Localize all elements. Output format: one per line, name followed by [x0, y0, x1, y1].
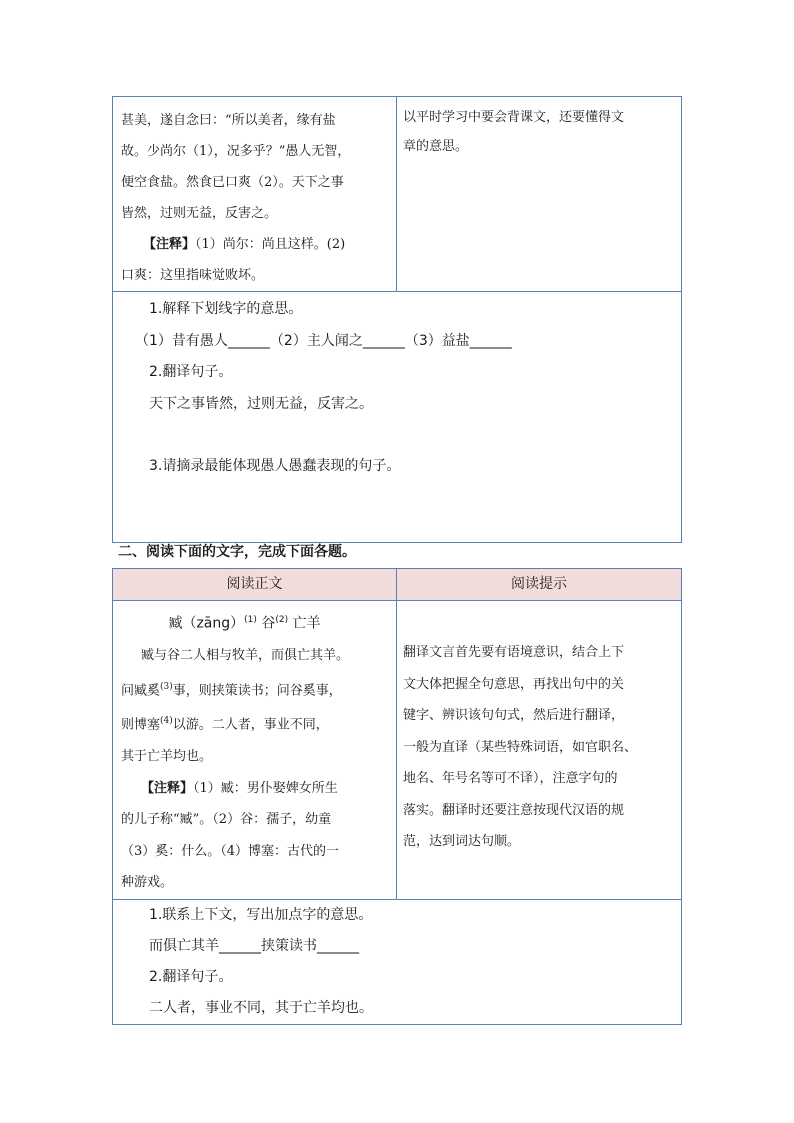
passage-cell [113, 97, 397, 292]
passage-cell [113, 601, 397, 900]
passage-text: 则博塞 [121, 717, 161, 733]
hint-line: 章的意思。 [403, 139, 469, 154]
passage-line [121, 672, 396, 707]
question-1-items: 而俱亡其羊______挟策读书______ [149, 937, 359, 954]
footnote-marker: (4) [160, 716, 173, 727]
hint-line: 地名、年号名等可不译），注意字句的 [403, 771, 618, 786]
passage-text: 以游。二人者，事业不同， [172, 717, 329, 733]
title-text: 亡羊 [292, 615, 321, 632]
passage-line: 便空食盐。然食已口爽（2）。天下之事 [121, 175, 344, 190]
hint-line: 范，达到词达句顺。 [403, 834, 521, 849]
question-2-sentence: 天下之事皆然，过则无益，反害之。 [149, 395, 373, 412]
note-label: 【注释】 [141, 780, 194, 796]
note-line: 的儿子称“臧”。（2）谷：孺子，幼童 [121, 812, 332, 828]
hint-cell [397, 97, 682, 292]
question-2: 2.翻译句子。 [149, 968, 233, 985]
questions-cell [113, 899, 682, 1024]
passage-title [121, 605, 396, 640]
title-text: 谷 [261, 615, 276, 632]
note-line [121, 773, 396, 805]
note-line: 口爽：这里指味觉败坏。 [121, 268, 265, 283]
passage-line: 皆然，过则无益，反害之。 [121, 206, 278, 221]
footnote-marker: (1) [244, 615, 257, 625]
hint-line: 落实。翻译时还要注意按现代汉语的规 [403, 802, 625, 818]
question-1: 1.联系上下文，写出加点字的意思。 [149, 906, 373, 923]
hint-line: 以平时学习中要会背课文，还要懂得文 [403, 110, 625, 125]
passage-line: 甚美，遂自念曰：“所以美者，缘有盐 [121, 113, 336, 128]
hint-cell [397, 601, 682, 900]
questions-cell [113, 292, 682, 543]
passage-line: 故。少尚尔（1），况多乎？”愚人无智， [121, 144, 351, 159]
header-passage: 阅读正文 [113, 569, 397, 601]
footnote-marker: (2) [275, 615, 289, 625]
hint-line: 键字、辨识该句句式，然后进行翻译， [403, 708, 625, 723]
passage-table-1 [112, 96, 682, 543]
passage-line: 其于亡羊均也。 [121, 749, 213, 765]
passage-text: 问臧奚 [121, 682, 161, 698]
section-2-title: 二、阅读下面的文字，完成下面各题。 [118, 544, 356, 560]
question-1-items: （1）昔有愚人______（2）主人闻之______（3）益盐______ [135, 332, 512, 349]
title-text: 臧（zāng） [168, 615, 245, 632]
footnote-marker: (3) [160, 681, 173, 692]
note-text: （1）臧：男仆娶婢女所生 [193, 780, 338, 796]
passage-text: 事，则挟策读书；问谷奚事， [172, 682, 342, 698]
note-line: （3）奚：什么。（4）博塞：古代的一 [121, 843, 340, 859]
note-line: 种游戏。 [121, 875, 174, 891]
hint-line: 翻译文言首先要有语境意识，结合上下 [403, 645, 625, 660]
header-hint: 阅读提示 [397, 569, 682, 601]
passage-table-2 [112, 568, 682, 1025]
question-1: 1.解释下划线字的意思。 [149, 301, 303, 317]
hint-line: 一般为直译（某些特殊词语，如官职名、 [403, 739, 638, 755]
note-line [121, 229, 396, 260]
hint-line: 文大体把握全句意思，再找出句中的关 [403, 676, 625, 692]
question-3: 3.请摘录最能体现愚人愚蠢表现的句子。 [149, 458, 401, 474]
note-label: 【注释】 [143, 237, 196, 252]
note-text: （1）尚尔：尚且这样。(2) [195, 237, 346, 252]
passage-line: 臧与谷二人相与牧羊，而俱亡其羊。 [141, 648, 350, 664]
question-2-sentence: 二人者，事业不同，其于亡羊均也。 [149, 999, 373, 1016]
question-2: 2.翻译句子。 [149, 364, 233, 380]
passage-line [121, 706, 396, 741]
